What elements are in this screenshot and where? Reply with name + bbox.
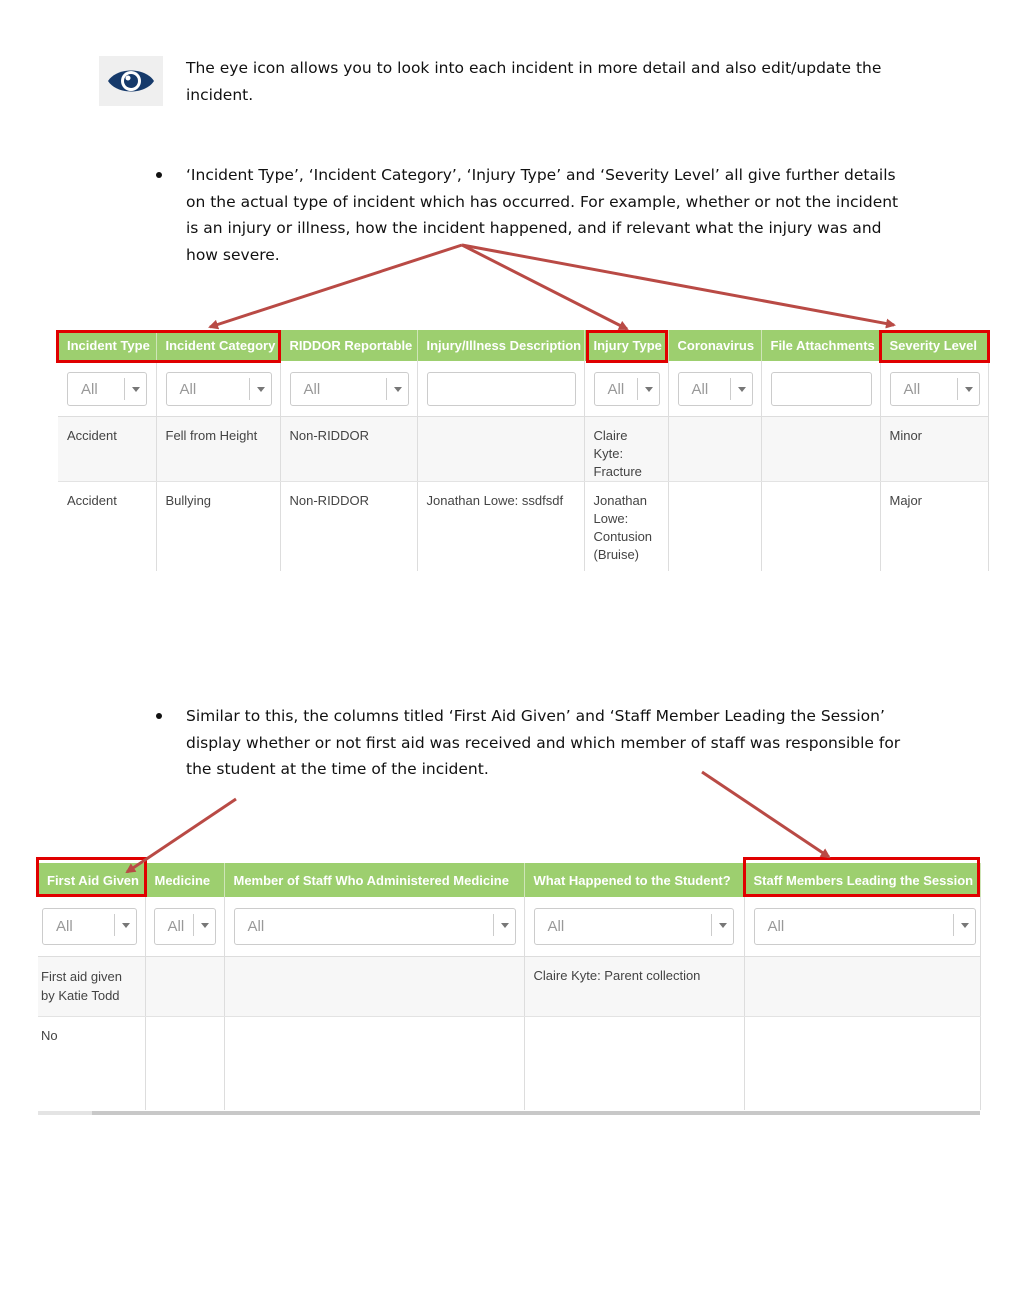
filter-value: All <box>607 380 625 398</box>
col-riddor-reportable[interactable]: RIDDOR Reportable <box>280 330 417 361</box>
filter-value: All <box>179 380 197 398</box>
filter-value: All <box>81 380 98 398</box>
bullet1-line: is an injury or illness, how the incident happened, and if relevant what the injury was and <box>186 219 882 237</box>
cell: Claire Kyte: Parent collection <box>524 956 744 1016</box>
cell: Jonathan Lowe: ssdfsdf <box>417 482 584 571</box>
bullet2-line: Similar to this, the columns titled ‘First Aid Given’ and ‘Staff Member Leading the Session’ <box>186 707 885 725</box>
filter-value: All <box>767 917 785 935</box>
bullet2-line: the student at the time of the incident. <box>186 760 489 778</box>
arrow-to-incident-category <box>210 245 462 327</box>
bullet1-line: ‘Incident Type’, ‘Incident Category’, ‘Injury Type’ and ‘Severity Level’ all give further details <box>186 166 896 184</box>
filter-value: All <box>303 380 321 398</box>
col-injury-description[interactable]: Injury/Illness Description <box>417 330 584 361</box>
cell: Fell from Height <box>156 417 280 482</box>
cell: Jonathan Lowe: Contusion (Bruise) <box>584 482 668 571</box>
col-file-attachments[interactable]: File Attachments <box>761 330 880 361</box>
col-what-happened[interactable]: What Happened to the Student? <box>524 863 744 897</box>
col-staff-administered-medicine[interactable]: Member of Staff Who Administered Medicine <box>224 863 524 897</box>
col-first-aid-given[interactable]: First Aid Given <box>38 863 145 897</box>
col-coronavirus[interactable]: Coronavirus <box>668 330 761 361</box>
filter-value: All <box>56 917 73 935</box>
cell: Accident <box>58 417 156 482</box>
cell: Major <box>880 482 988 571</box>
bullet1-line: on the actual type of incident which has occurred. For example, whether or not the incident <box>186 192 899 211</box>
col-injury-type[interactable]: Injury Type <box>584 330 668 361</box>
col-incident-category[interactable]: Incident Category <box>156 330 280 361</box>
filter-value: All <box>903 380 921 398</box>
arrow-to-first-aid-given <box>127 799 236 872</box>
cell: No <box>38 1016 145 1110</box>
arrow-to-injury-type <box>462 245 627 329</box>
bullet2-line: display whether or not first aid was received and which member of staff was responsible for <box>186 733 901 752</box>
arrow-to-severity-level <box>462 245 894 325</box>
filter-value: All <box>691 380 709 398</box>
cell: Bullying <box>156 482 280 571</box>
col-staff-leading-session[interactable]: Staff Members Leading the Session <box>744 863 980 897</box>
bullet1-line: how severe. <box>186 245 280 264</box>
cell: Claire Kyte: Fracture <box>584 417 668 482</box>
intro-line-2: incident. <box>186 85 254 104</box>
arrow-to-staff-leading <box>702 772 829 857</box>
col-severity-level[interactable]: Severity Level <box>880 330 988 361</box>
filter-value: All <box>167 917 185 935</box>
cell: Non-RIDDOR <box>280 417 417 482</box>
filter-value: All <box>247 917 265 935</box>
cell: Non-RIDDOR <box>280 482 417 571</box>
intro-line-1: The eye icon allows you to look into each incident in more detail and also edit/update the <box>186 59 882 77</box>
cell: Accident <box>58 482 156 571</box>
filter-value: All <box>547 917 565 935</box>
cell: First aid given by Katie Todd <box>38 956 145 1016</box>
cell: Minor <box>880 417 988 482</box>
col-incident-type[interactable]: Incident Type <box>58 330 156 361</box>
col-medicine[interactable]: Medicine <box>145 863 224 897</box>
